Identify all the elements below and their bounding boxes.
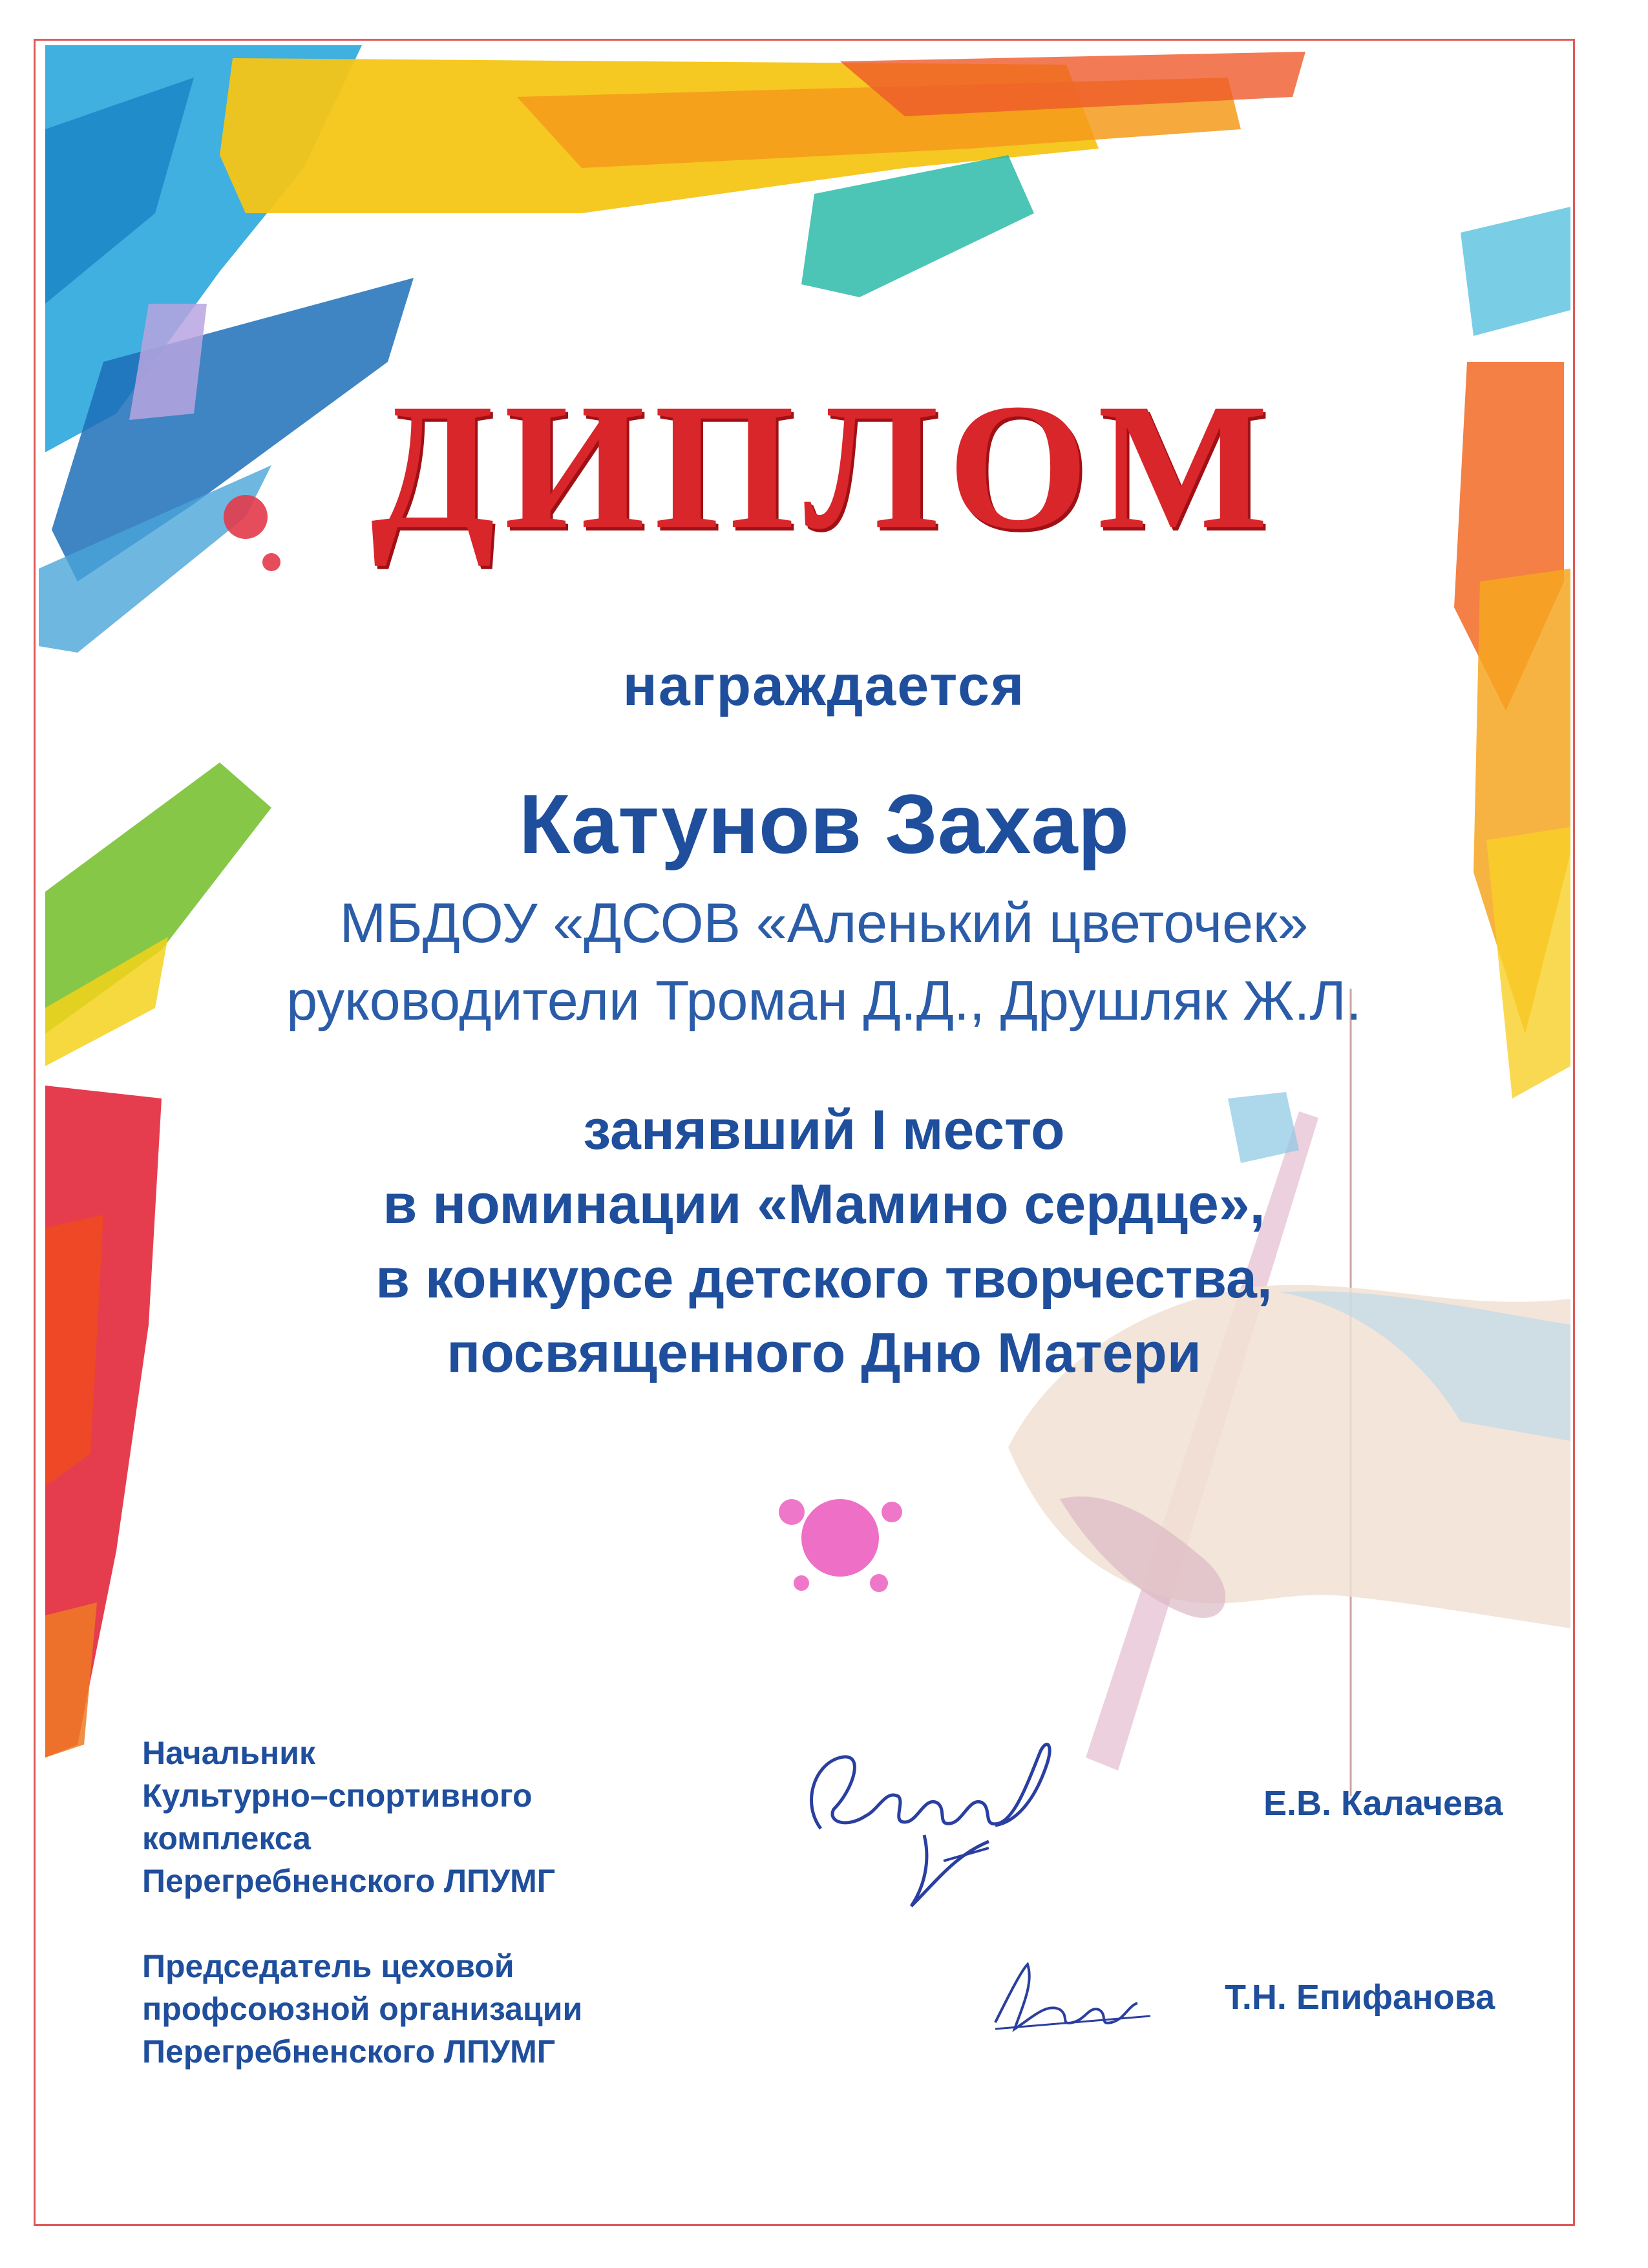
- achievement-line: в номинации «Мамино сердце»,: [383, 1173, 1265, 1235]
- recipient-name: Катунов Захар: [518, 777, 1130, 871]
- position-line: профсоюзной организации: [142, 1991, 583, 2027]
- achievement-line: посвященного Дню Матери: [447, 1322, 1201, 1384]
- achievement-line: занявший I место: [583, 1099, 1065, 1161]
- position-line: Председатель цеховой: [142, 1948, 514, 1984]
- diploma-title: ДИПЛОМ: [370, 366, 1278, 567]
- handwritten-signature: [982, 1945, 1157, 2048]
- signatory-position: [142, 1945, 582, 2073]
- position-line: Перегребненского ЛПУМГ: [142, 2033, 556, 2070]
- position-line: Начальник: [142, 1735, 315, 1771]
- signatory-position: [142, 1732, 555, 1902]
- signatory-name: Т.Н. Епифанова: [1225, 1978, 1495, 2017]
- organization-name: МБДОУ «ДСОВ «Аленький цветочек»: [339, 892, 1309, 954]
- handwritten-signature: [795, 1712, 1066, 1919]
- position-line: Перегребненского ЛПУМГ: [142, 1863, 556, 1899]
- position-line: комплекса: [142, 1820, 311, 1856]
- supervisors-line: руководители Троман Д.Д., Друшляк Ж.Л.: [286, 970, 1362, 1032]
- awarded-text: награждается: [622, 653, 1026, 717]
- position-line: Культурно–спортивного: [142, 1778, 533, 1814]
- achievement-line: в конкурсе детского творчества,: [375, 1248, 1273, 1310]
- signatory-name: Е.В. Калачева: [1263, 1784, 1503, 1823]
